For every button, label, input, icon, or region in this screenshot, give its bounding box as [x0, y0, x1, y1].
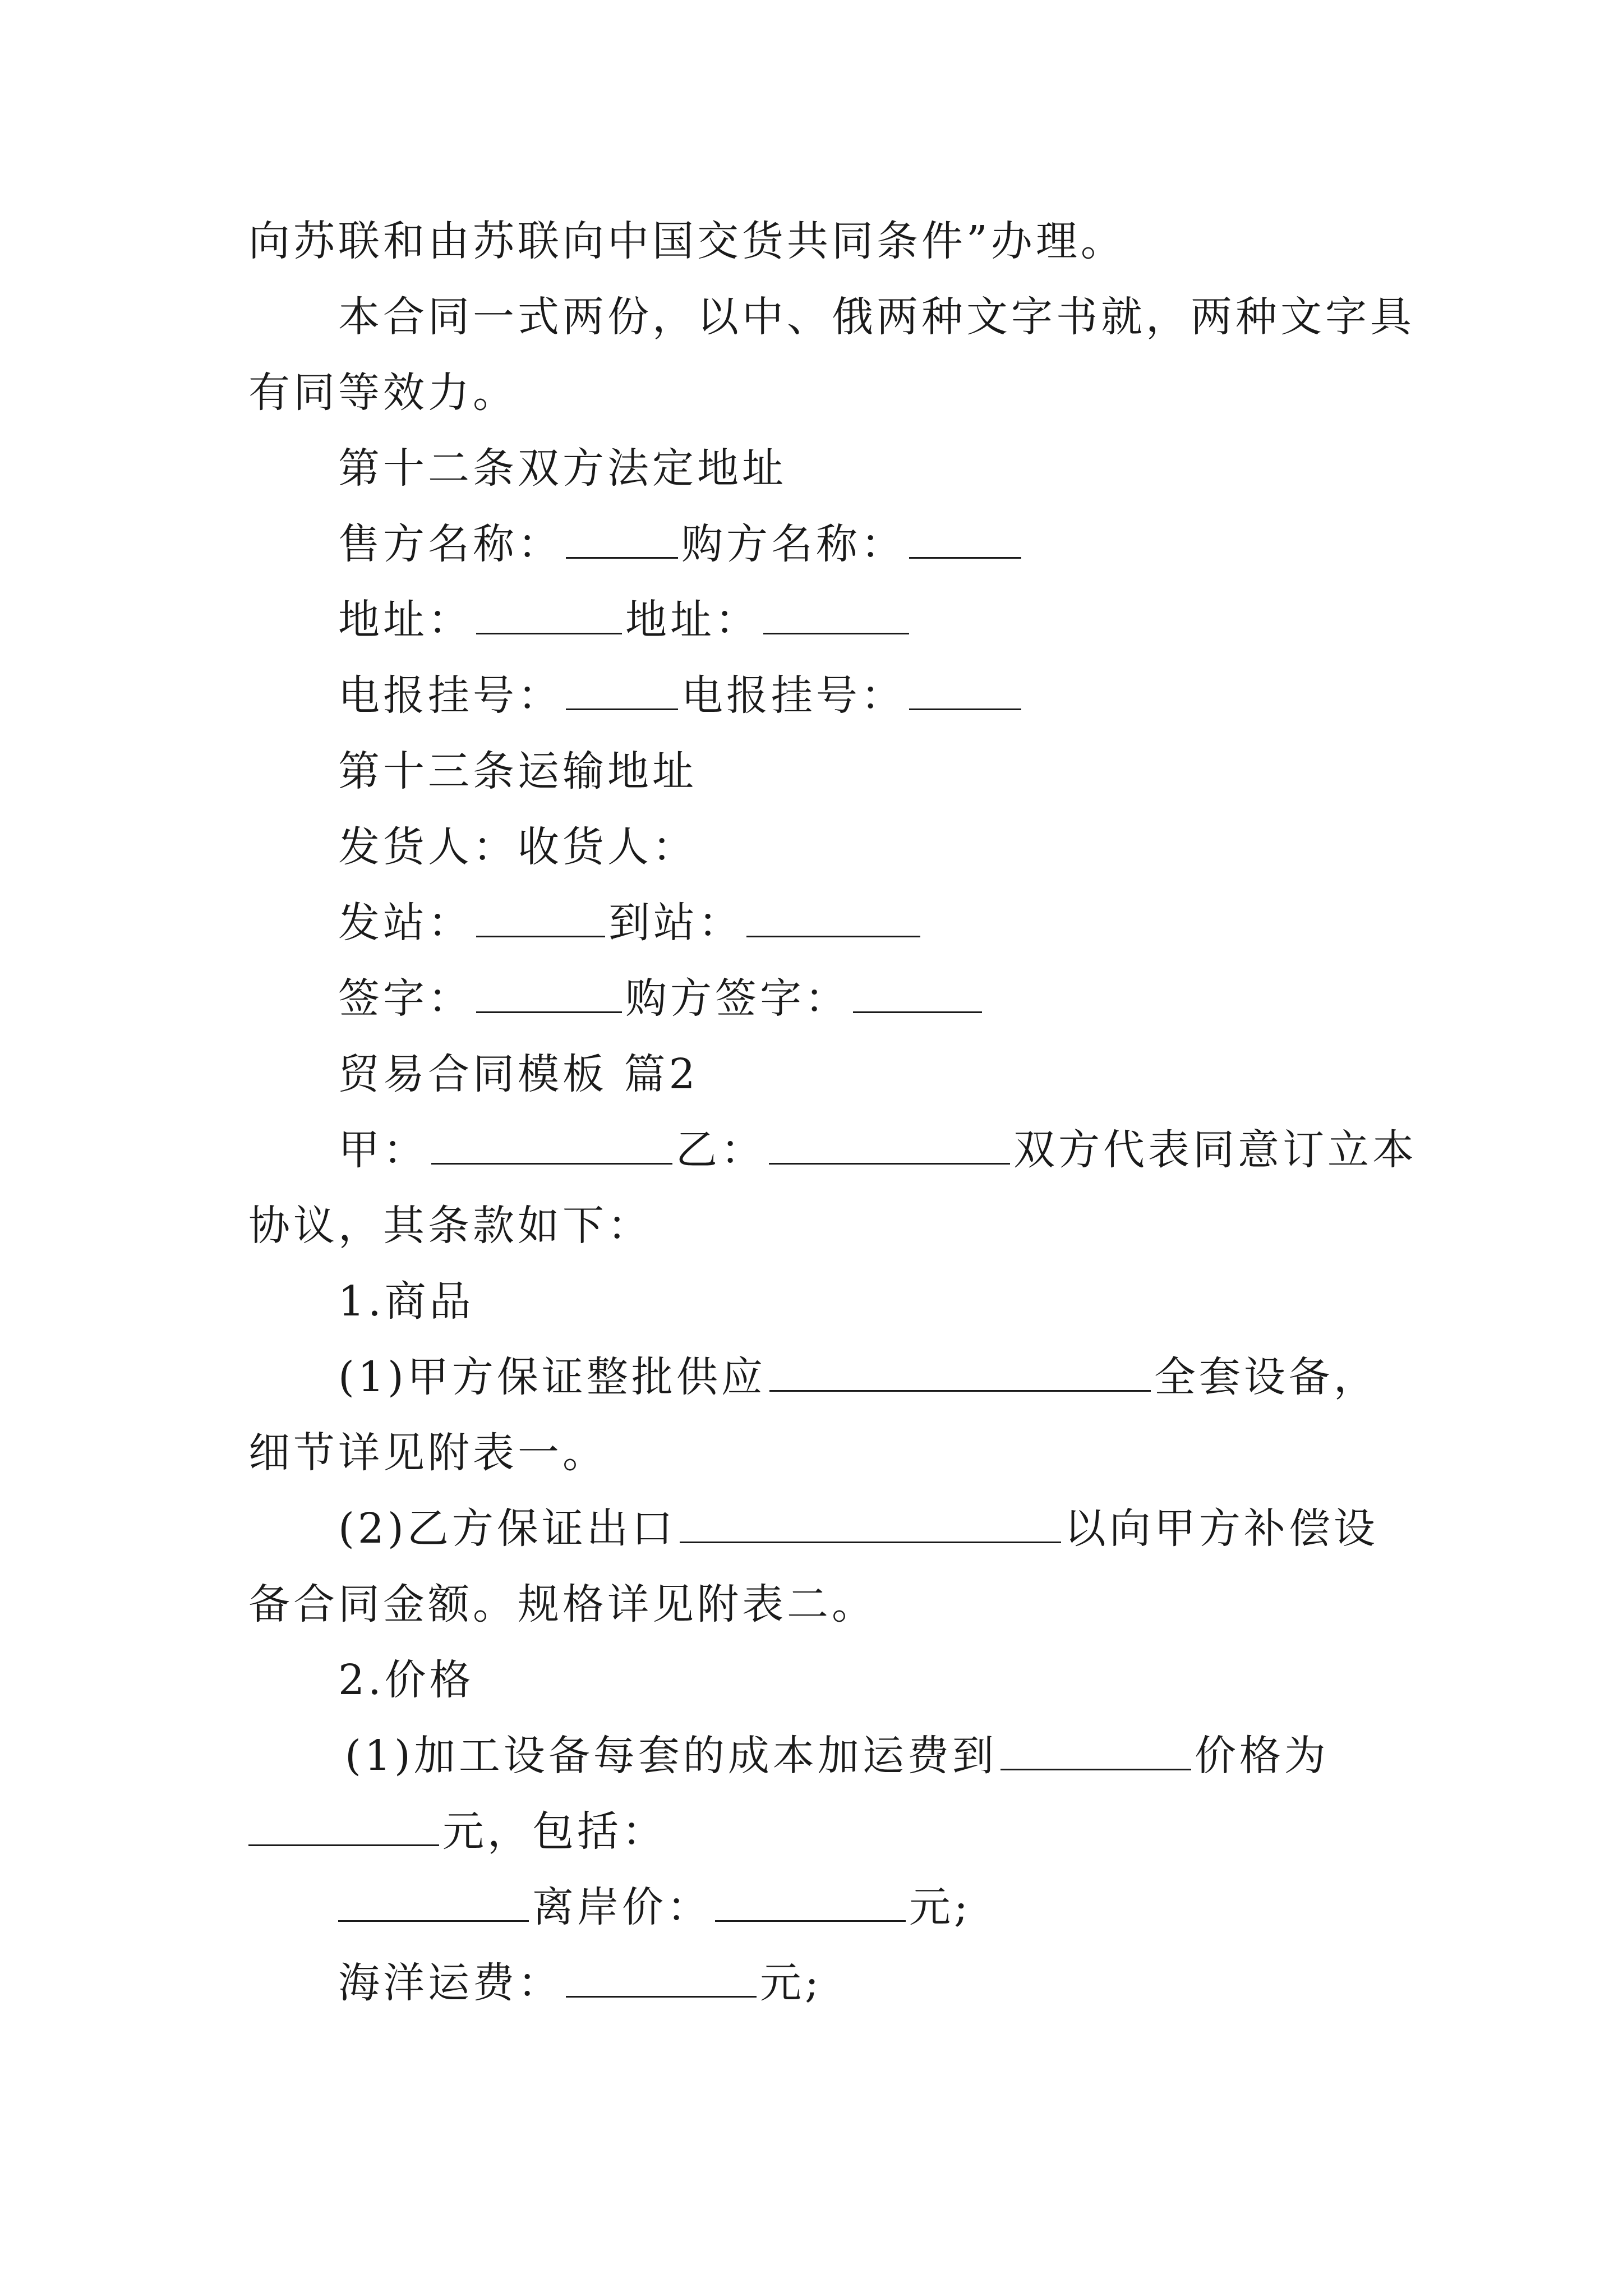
blank-field[interactable]	[338, 1876, 529, 1922]
blank-field[interactable]	[763, 589, 909, 634]
form-line: 元，包括：	[248, 1801, 667, 1862]
blank-field[interactable]	[746, 892, 920, 937]
blank-field[interactable]	[909, 513, 1021, 559]
form-line: (2)乙方保证出口 以向甲方补偿设	[338, 1498, 1378, 1559]
clause-heading: 1.商品	[338, 1277, 474, 1326]
form-line: (1)甲方保证整批供应 全套设备，	[338, 1346, 1378, 1408]
clause-heading: 2.价格	[338, 1656, 474, 1704]
text-line: 有同等效力。	[248, 369, 518, 417]
blank-field[interactable]	[680, 1498, 1061, 1543]
blank-field[interactable]	[909, 665, 1021, 710]
form-line: (1)加工设备每套的成本加运费到 价格为	[345, 1725, 1329, 1787]
blank-field[interactable]	[769, 1119, 1010, 1165]
form-line: 发站： 到站：	[338, 892, 924, 954]
section-title: 贸易合同模板 篇2	[338, 1050, 699, 1098]
form-line: 售方名称： 购方名称：	[338, 513, 1025, 575]
blank-field[interactable]	[431, 1119, 672, 1165]
text-line: 本合同一式两份，以中、俄两种文字书就，两种文字具	[338, 293, 1415, 341]
text-line: 发货人：收货人：	[338, 823, 697, 871]
blank-field[interactable]	[476, 589, 622, 634]
blank-field[interactable]	[566, 513, 678, 559]
section-heading: 第十三条运输地址	[338, 747, 697, 795]
text-line: 细节详见附表一。	[248, 1429, 607, 1477]
text-line: 协议，其条款如下：	[248, 1202, 652, 1250]
blank-field[interactable]	[476, 968, 622, 1013]
form-line: 海洋运费： 元;	[338, 1952, 822, 2014]
blank-field[interactable]	[853, 968, 982, 1013]
form-line: 离岸价： 元;	[338, 1876, 971, 1938]
blank-field[interactable]	[476, 892, 605, 937]
text-line: 向苏联和由苏联向中国交货共同条件”办理。	[248, 217, 1126, 265]
form-line: 电报挂号： 电报挂号：	[338, 665, 1025, 726]
blank-field[interactable]	[566, 665, 678, 710]
blank-field[interactable]	[769, 1346, 1151, 1392]
text-line: 备合同金额。规格详见附表二。	[248, 1580, 877, 1628]
blank-field[interactable]	[1000, 1725, 1191, 1770]
form-line: 地址： 地址：	[338, 589, 912, 651]
blank-field[interactable]	[566, 1952, 757, 1998]
form-line: 签字： 购方签字：	[338, 968, 985, 1029]
blank-field[interactable]	[715, 1876, 906, 1922]
form-line: 甲： 乙： 双方代表同意订立本	[338, 1119, 1417, 1181]
blank-field[interactable]	[248, 1801, 439, 1846]
section-heading: 第十二条双方法定地址	[338, 444, 787, 493]
